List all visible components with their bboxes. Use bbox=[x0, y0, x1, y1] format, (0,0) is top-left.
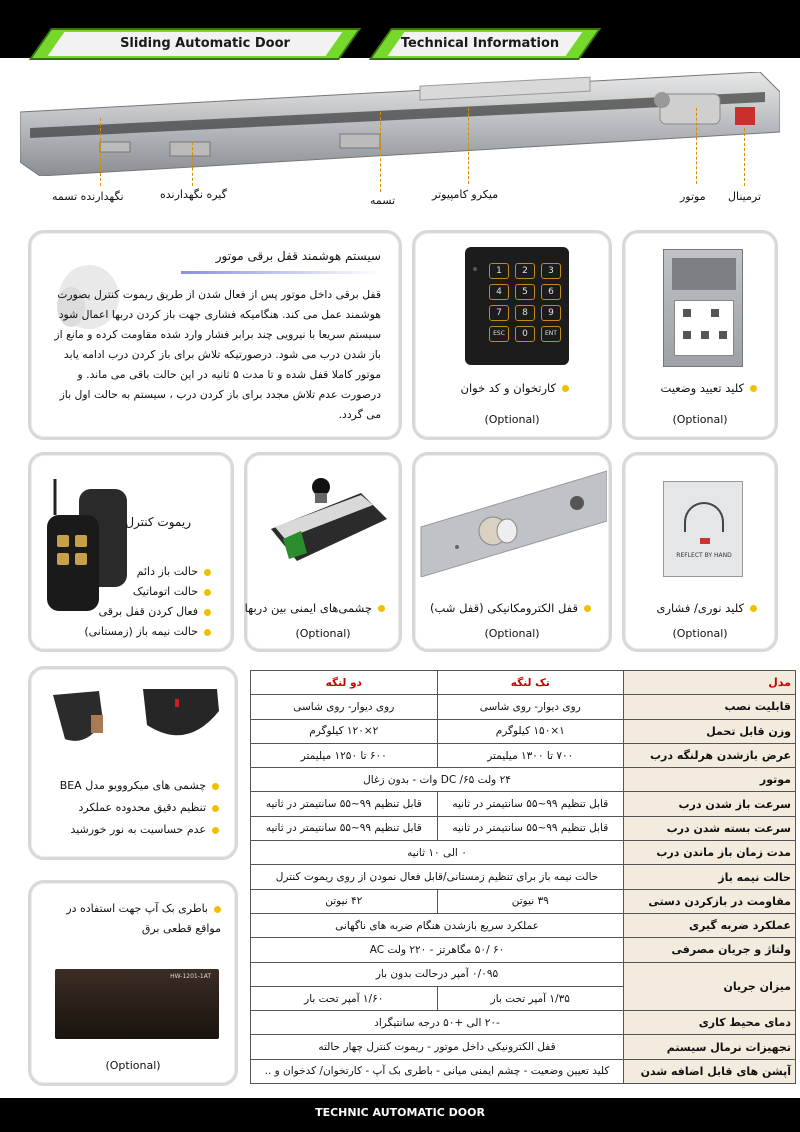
spec-row-double-value: روی دیوار- روی شاسی bbox=[251, 695, 438, 719]
spec-row bbox=[251, 1059, 796, 1083]
callout-terminal: ترمینال bbox=[728, 190, 762, 203]
keypad-key: 3 bbox=[541, 263, 561, 279]
spec-row-label: تجهیزات نرمال سیستم bbox=[624, 1035, 796, 1059]
remote-mode-item: حالت باز دائم bbox=[91, 565, 211, 585]
spec-row-single-value: ۱/۳۵ آمپر تحت بار bbox=[437, 986, 623, 1010]
spec-row-label: دمای محیط کاری bbox=[624, 1011, 796, 1035]
bullet-icon bbox=[214, 906, 221, 913]
spec-row-merged-value: کلید تعیین وضعیت - چشم ایمنی میانی - باطری بک آپ - کارتخوان/ کدخوان و .. bbox=[251, 1059, 624, 1083]
spec-row-label: سرعت بسته شدن درب bbox=[624, 816, 796, 840]
electromechanical-lock-optional: (Optional) bbox=[484, 627, 540, 640]
spec-row-merged-value: قفل الکترونیکی داخل موتور - ریموت کنترل چهار حالته bbox=[251, 1035, 624, 1059]
header-tab-left-label: Sliding Automatic Door bbox=[120, 36, 290, 51]
spec-row-single-value: ۳۹ نیوتن bbox=[437, 889, 623, 913]
spec-row bbox=[251, 841, 796, 865]
keypad-key: ESC bbox=[489, 326, 509, 342]
spec-row bbox=[251, 962, 796, 986]
status-switch-optional: (Optional) bbox=[672, 413, 728, 426]
spec-row bbox=[251, 719, 796, 743]
specification-table bbox=[250, 670, 796, 1084]
bullet-icon bbox=[212, 827, 219, 834]
spec-row bbox=[251, 865, 796, 889]
spec-header-single: تک لنگه bbox=[437, 671, 623, 695]
spec-row-single-value: قابل تنظیم ۹۹~۵۵ سانتیمتر در ثانیه bbox=[437, 792, 623, 816]
bullet-icon bbox=[204, 609, 211, 616]
spec-row-single-value: ۱×۱۵۰ کیلوگرم bbox=[437, 719, 623, 743]
remote-control-mode-list bbox=[84, 565, 211, 645]
spec-row-label: سرعت باز شدن درب bbox=[624, 792, 796, 816]
keypad-key: 6 bbox=[541, 284, 561, 300]
electromechanical-lock-label: قفل الکترومکانیکی (قفل شب) bbox=[430, 601, 591, 615]
callout-motor: موتور bbox=[680, 190, 706, 203]
spec-row-merged-value: -۲۰ الی +۵۰ درجه سانتیگراد bbox=[251, 1011, 624, 1035]
spec-row-label: عملکرد ضربه گیری bbox=[624, 913, 796, 937]
smart-lock-panel bbox=[28, 230, 402, 440]
bullet-icon bbox=[212, 783, 219, 790]
spec-row bbox=[251, 743, 796, 767]
spec-row bbox=[251, 695, 796, 719]
light-push-switch-optional: (Optional) bbox=[672, 627, 728, 640]
remote-control-panel bbox=[28, 452, 234, 652]
bullet-icon bbox=[562, 385, 569, 392]
spec-row-double-value: قابل تنظیم ۹۹~۵۵ سانتیمتر در ثانیه bbox=[251, 792, 438, 816]
smart-lock-paragraph: قفل برقی داخل موتور پس از فعال شدن از طریق ریموت کنترل بصورت هوشمند عمل می کند. هنگامیکه فشاری جهت باز کردن دربها اعمال شود سیستم سریعا با نیرویی چند برابر فشار وارد شده مقاومت کرده و مانع از باز شدن درب می شود. درصورتیکه تلاش برای باز کردن درب ادامه یابد موتور کاملا قفل شده و تا مدت ۵ ثانیه در این حالت باقی می ماند. و درصورت عدم تلاش مجدد برای باز کردن درب ، سیستم به حالت اول باز می گردد. bbox=[54, 288, 381, 421]
safety-sensor-panel bbox=[244, 452, 402, 652]
spec-row-label: مدت زمان باز ماندن درب bbox=[624, 841, 796, 865]
backup-battery-device-text: HW-1201-1AT bbox=[170, 973, 211, 980]
light-push-switch-device-text: REFLECT BY HAND bbox=[676, 552, 732, 559]
spec-header-model: مدل bbox=[624, 671, 796, 695]
spec-row-double-value: ۴۲ نیوتن bbox=[251, 889, 438, 913]
spec-row-label: قابلیت نصب bbox=[624, 695, 796, 719]
callout-belt-holder: نگهدارنده تسمه bbox=[52, 190, 124, 203]
spec-row-double-value: ۱/۶۰ آمپر تحت بار bbox=[251, 986, 438, 1010]
spec-header-double: دو لنگه bbox=[251, 671, 438, 695]
keypad-key: 9 bbox=[541, 305, 561, 321]
spec-row bbox=[251, 1011, 796, 1035]
header-tab-right-label: Technical Information bbox=[400, 36, 560, 51]
backup-battery-image bbox=[55, 969, 219, 1039]
spec-row bbox=[251, 1035, 796, 1059]
callout-microcomputer: میکرو کامپیوتر bbox=[432, 188, 499, 201]
sensor-feature-item: تنظیم دقیق محدوده عملکرد bbox=[39, 801, 219, 823]
remote-mode-item: حالت نیمه باز (زمستانی) bbox=[91, 625, 211, 645]
spec-row-label: ولتاژ و جریان مصرفی bbox=[624, 938, 796, 962]
spec-row bbox=[251, 889, 796, 913]
status-switch-panel bbox=[622, 230, 778, 440]
spec-row-merged-value: عملکرد سریع بازشدن هنگام ضربه های ناگهانی bbox=[251, 913, 624, 937]
card-reader-panel bbox=[412, 230, 612, 440]
callout-holder-clip: گیره نگهدارنده bbox=[160, 188, 227, 201]
spec-row-merged-value: ۰ الی ۱۰ ثانیه bbox=[251, 841, 624, 865]
spec-row-double-value: ۲×۱۲۰ کیلوگرم bbox=[251, 719, 438, 743]
spec-row bbox=[251, 816, 796, 840]
spec-row-label: عرض بازشدن هرلنگه درب bbox=[624, 743, 796, 767]
bullet-icon bbox=[750, 605, 757, 612]
keypad-image bbox=[465, 247, 569, 365]
microwave-sensor-image bbox=[47, 681, 227, 751]
sensor-feature-item: عدم حساسیت به نور خورشید bbox=[39, 823, 219, 845]
bullet-icon bbox=[212, 805, 219, 812]
spec-row-merged-value: ۶۰ /۵۰ مگاهرتز - ۲۲۰ ولت AC bbox=[251, 938, 624, 962]
keypad-key: 4 bbox=[489, 284, 509, 300]
keypad-key: 2 bbox=[515, 263, 535, 279]
spec-row-label: حالت نیمه باز bbox=[624, 865, 796, 889]
bullet-icon bbox=[750, 385, 757, 392]
remote-mode-item: فعال کردن قفل برقی bbox=[91, 605, 211, 625]
keypad-key: 0 bbox=[515, 326, 535, 342]
spec-row-single-value: قابل تنظیم ۹۹~۵۵ سانتیمتر در ثانیه bbox=[437, 816, 623, 840]
spec-row-single-value: روی دیوار- روی شاسی bbox=[437, 695, 623, 719]
keypad-key: ENT bbox=[541, 326, 561, 342]
callout-belt: تسمه bbox=[370, 194, 396, 207]
keypad-key: 8 bbox=[515, 305, 535, 321]
card-reader-label: کارتخوان و کد خوان bbox=[461, 381, 569, 395]
spec-row-label: آپشن های قابل اضافه شدن bbox=[624, 1059, 796, 1083]
bullet-icon bbox=[584, 605, 591, 612]
keypad-key: 5 bbox=[515, 284, 535, 300]
bullet-icon bbox=[204, 569, 211, 576]
status-switch-image bbox=[663, 249, 743, 367]
sensor-feature-item: چشمی های میکروویو مدل BEA bbox=[39, 779, 219, 801]
light-push-switch-image bbox=[663, 481, 743, 577]
microwave-sensor-feature-list bbox=[39, 779, 219, 845]
spec-row bbox=[251, 938, 796, 962]
backup-battery-text: باطری بک آپ جهت استفاده در مواقع قطعی برق bbox=[66, 902, 221, 935]
spec-row-label: مقاومت در بازکردن دستی bbox=[624, 889, 796, 913]
remote-mode-item: حالت اتوماتیک bbox=[91, 585, 211, 605]
safety-sensor-label: چشمی‌های ایمنی بین دربها bbox=[245, 601, 385, 615]
spec-header-row bbox=[251, 671, 796, 695]
spec-row-single-value: ۷۰۰ تا ۱۳۰۰ میلیمتر bbox=[437, 743, 623, 767]
spec-row-double-value: ۶۰۰ تا ۱۲۵۰ میلیمتر bbox=[251, 743, 438, 767]
spec-row-merged-value: ۲۴ ولت DC /۶۵ وات - بدون زغال bbox=[251, 768, 624, 792]
smart-lock-title: سیستم هوشمند قفل برقی موتور bbox=[215, 249, 381, 263]
safety-sensor-image bbox=[261, 469, 391, 579]
light-push-switch-panel bbox=[622, 452, 778, 652]
backup-battery-optional: (Optional) bbox=[105, 1059, 161, 1072]
spec-row-merged-value: حالت نیمه باز برای تنظیم زمستانی/قابل فعال نمودن از روی ریموت کنترل bbox=[251, 865, 624, 889]
spec-row bbox=[251, 792, 796, 816]
safety-sensor-optional: (Optional) bbox=[295, 627, 351, 640]
spec-row bbox=[251, 768, 796, 792]
spec-row-label: میزان جریان bbox=[624, 962, 796, 1011]
spec-row-double-value: قابل تنظیم ۹۹~۵۵ سانتیمتر در ثانیه bbox=[251, 816, 438, 840]
card-reader-optional: (Optional) bbox=[484, 413, 540, 426]
microwave-sensor-panel bbox=[28, 666, 238, 860]
smart-lock-title-underline bbox=[181, 271, 381, 274]
bullet-icon bbox=[204, 589, 211, 596]
spec-row-label: موتور bbox=[624, 768, 796, 792]
electromechanical-lock-image bbox=[417, 467, 607, 577]
status-switch-label: کلید تعیید وضعیت bbox=[661, 381, 757, 395]
remote-control-title: ریموت کنترل bbox=[125, 515, 191, 529]
backup-battery-panel bbox=[28, 880, 238, 1086]
spec-row-merged-value: ۰/۰۹۵ آمپر درحالت بدون بار bbox=[251, 962, 624, 986]
electromechanical-lock-panel bbox=[412, 452, 612, 652]
bullet-icon bbox=[378, 605, 385, 612]
bullet-icon bbox=[204, 629, 211, 636]
spec-row bbox=[251, 913, 796, 937]
keypad-key: 7 bbox=[489, 305, 509, 321]
keypad-key: 1 bbox=[489, 263, 509, 279]
light-push-switch-label: کلید نوری/ فشاری bbox=[657, 601, 758, 615]
spec-row-label: وزن قابل تحمل bbox=[624, 719, 796, 743]
footer-brand: TECHNIC AUTOMATIC DOOR bbox=[315, 1106, 485, 1119]
door-operator-rail-image bbox=[20, 72, 780, 176]
